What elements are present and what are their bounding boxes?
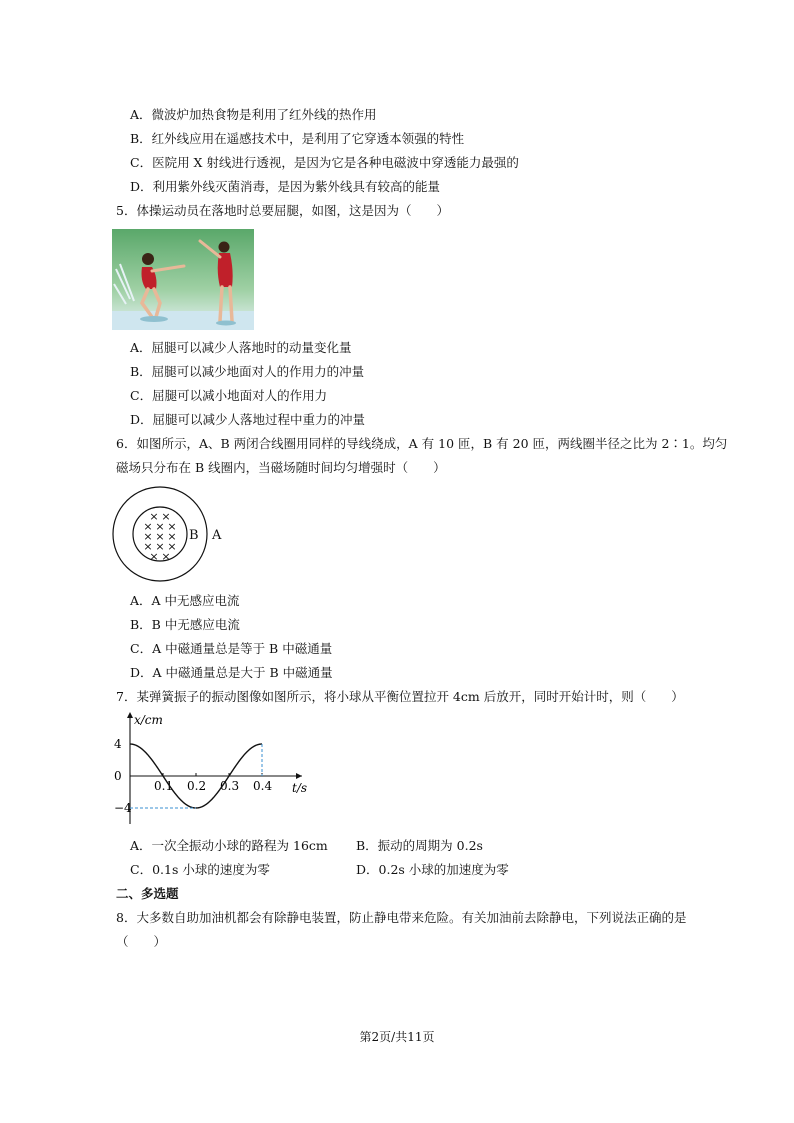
q7-stem: 7．某弹簧振子的振动图像如图所示，将小球从平衡位置拉开 4cm 后放开，同时开始计时，则（ ）: [116, 689, 684, 704]
q6-option-d: D．A 中磁通量总是大于 B 中磁通量: [130, 665, 333, 680]
coil-a-label: A: [212, 528, 222, 543]
t-axis-arrow: [296, 773, 302, 779]
q8-stem-line1: 8．大多数自助加油机都会有除静电装置，防止静电带来危险。有关加油前去除静电，下列说法正确的是: [116, 910, 687, 925]
x-tick-label: 0.2: [187, 779, 207, 793]
q5-option-c: C．屈腿可以减小地面对人的作用力: [130, 388, 328, 403]
q7-option-d: D．0.2s 小球的加速度为零: [356, 862, 509, 877]
gymnast-landing-photo: [112, 229, 254, 330]
q5-stem: 5．体操运动员在落地时总要屈腿，如图，这是因为（ ）: [116, 203, 449, 218]
q6-option-c: C．A 中磁通量总是等于 B 中磁通量: [130, 641, 333, 656]
section-title: 二、多选题: [116, 886, 179, 901]
coil-b-label: B: [189, 528, 199, 543]
x-tick-label: 0.3: [220, 779, 240, 793]
gymnast-photo-icon: [112, 229, 254, 330]
field-cross: ×: [167, 520, 177, 533]
magnetic-field-crosses: [143, 510, 176, 563]
x-axis-label: t/s: [292, 781, 308, 795]
q7-option-a: A．一次全振动小球的路程为 16cm: [130, 838, 328, 853]
field-cross: ×: [161, 550, 171, 563]
q5-option-d: D．屈腿可以减少人落地过程中重力的冲量: [130, 412, 366, 427]
q4-option-d: D．利用紫外线灭菌消毒，是因为紫外线具有较高的能量: [130, 179, 441, 194]
field-cross: ×: [143, 520, 153, 533]
x-tick-label: 0.4: [253, 779, 273, 793]
q4-option-a: A．微波炉加热食物是利用了红外线的热作用: [130, 107, 377, 122]
y-tick-label: 4: [114, 737, 122, 751]
q5-option-a: A．屈腿可以减少人落地时的动量变化量: [130, 340, 352, 355]
field-cross: ×: [149, 510, 159, 523]
x-tick-label: 0.1: [154, 779, 174, 793]
x-axis-arrow: [127, 712, 133, 718]
field-cross: ×: [143, 540, 153, 553]
field-cross: ×: [155, 520, 165, 533]
q5-option-b: B．屈腿可以减少地面对人的作用力的冲量: [130, 364, 365, 379]
field-cross: ×: [167, 540, 177, 553]
q7-option-b: B．振动的周期为 0.2s: [356, 838, 483, 853]
page-footer: 第2页/共11页: [359, 1030, 435, 1044]
coil-figure: [110, 486, 230, 586]
field-cross: ×: [155, 540, 165, 553]
field-cross: ×: [149, 550, 159, 563]
oscillation-graph: [110, 708, 310, 828]
y-tick-label: −4: [114, 801, 132, 815]
q4-option-b: B．红外线应用在遥感技术中，是利用了它穿透本领强的特性: [130, 131, 465, 146]
q6-stem-line2: 磁场只分布在 B 线圈内，当磁场随时间均匀增强时（ ）: [116, 460, 446, 475]
q4-option-c: C．医院用 X 射线进行透视，是因为它是各种电磁波中穿透能力最强的: [130, 155, 519, 170]
y-tick-label: 0: [114, 769, 122, 783]
field-cross: ×: [155, 530, 165, 543]
field-cross: ×: [167, 530, 177, 543]
q6-option-a: A．A 中无感应电流: [130, 593, 240, 608]
y-axis-label: x/cm: [134, 713, 163, 727]
q8-stem-line2: （ ）: [116, 934, 167, 949]
q6-option-b: B．B 中无感应电流: [130, 617, 240, 632]
field-cross: ×: [161, 510, 171, 523]
q6-stem-line1: 6．如图所示，A、B 两闭合线圈用同样的导线绕成，A 有 10 匝，B 有 20 匝，两线圈半径之比为 2∶1。均匀: [116, 436, 728, 451]
q7-option-c: C．0.1s 小球的速度为零: [130, 862, 270, 877]
field-cross: ×: [143, 530, 153, 543]
